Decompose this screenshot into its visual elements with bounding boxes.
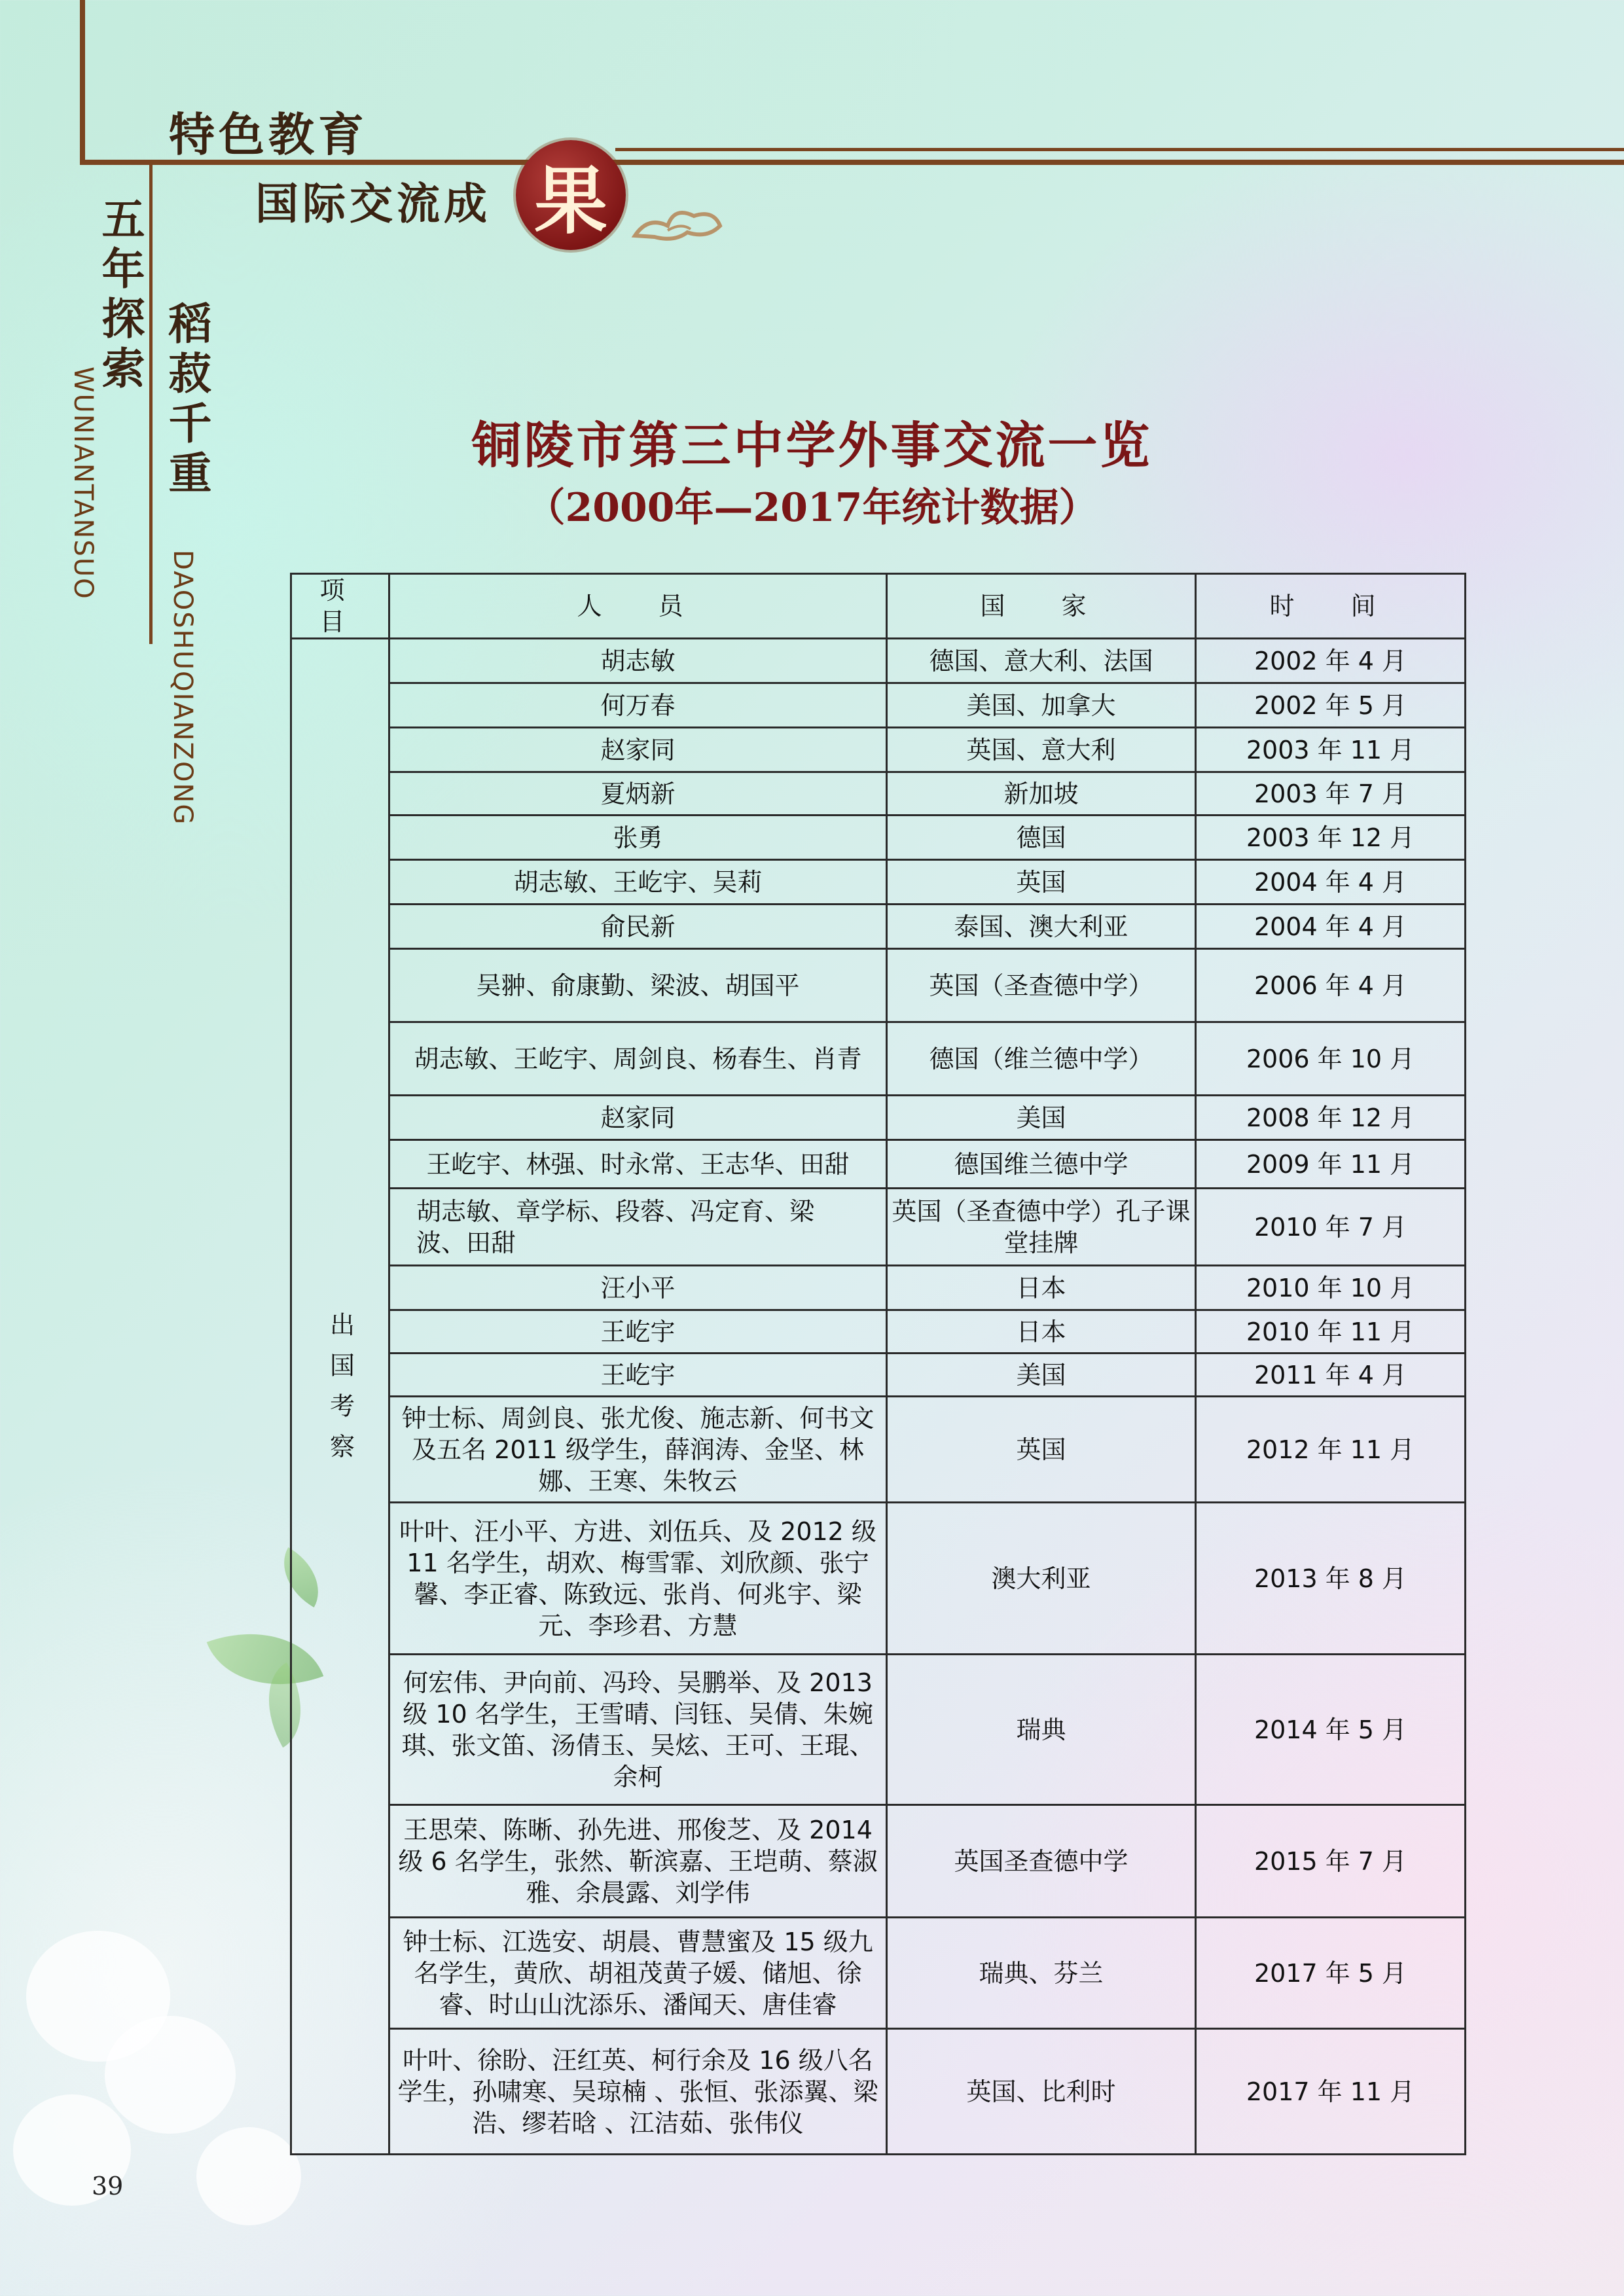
country-cell: 泰国、澳大利亚 bbox=[887, 905, 1196, 949]
table-header-row bbox=[291, 574, 1466, 639]
time-cell: 2006 年 10 月 bbox=[1196, 1022, 1466, 1096]
people-cell: 钟士标、周剑良、张尤俊、施志新、何书文及五名 2011 级学生，薛润涛、金坚、林娜、王寒、朱牧云 bbox=[389, 1397, 887, 1503]
time-cell: 2008 年 12 月 bbox=[1196, 1096, 1466, 1140]
table-row bbox=[291, 1805, 1466, 1918]
people-cell: 夏炳新 bbox=[389, 772, 887, 816]
table-row bbox=[291, 639, 1466, 683]
time-cell: 2010 年 10 月 bbox=[1196, 1266, 1466, 1310]
country-cell: 德国（维兰德中学） bbox=[887, 1022, 1196, 1096]
table-row bbox=[291, 1310, 1466, 1354]
time-cell: 2004 年 4 月 bbox=[1196, 905, 1466, 949]
time-cell: 2017 年 5 月 bbox=[1196, 1918, 1466, 2029]
people-cell: 王屹宇 bbox=[389, 1354, 887, 1397]
table-row bbox=[291, 683, 1466, 728]
people-cell: 胡志敏 bbox=[389, 639, 887, 683]
time-cell: 2017 年 11 月 bbox=[1196, 2029, 1466, 2155]
time-cell: 2013 年 8 月 bbox=[1196, 1503, 1466, 1655]
country-cell: 美国、加拿大 bbox=[887, 683, 1196, 728]
time-cell: 2003 年 12 月 bbox=[1196, 816, 1466, 860]
country-cell: 英国圣查德中学 bbox=[887, 1805, 1196, 1918]
vertical-pinyin-a: WUNIANTANSUO bbox=[68, 367, 98, 600]
table-row bbox=[291, 1503, 1466, 1655]
people-cell: 张勇 bbox=[389, 816, 887, 860]
vertical-pinyin-b: DAOSHUQIANZONG bbox=[168, 550, 198, 826]
time-cell: 2010 年 7 月 bbox=[1196, 1189, 1466, 1266]
vertical-slogan-b: 稻菽千重 bbox=[161, 301, 212, 500]
people-cell: 胡志敏、王屹宇、周剑良、杨春生、肖青 bbox=[389, 1022, 887, 1096]
people-cell: 赵家同 bbox=[389, 1096, 887, 1140]
time-cell: 2002 年 5 月 bbox=[1196, 683, 1466, 728]
time-cell: 2014 年 5 月 bbox=[1196, 1655, 1466, 1805]
people-cell: 何宏伟、尹向前、冯玲、吴鹏举、及 2013 级 10 名学生，王雪晴、闫钰、吴倩、朱婉琪、张文笛、汤倩玉、吴炫、王可、王琨、余柯 bbox=[389, 1655, 887, 1805]
people-cell: 王屹宇、林强、时永常、王志华、田甜 bbox=[389, 1140, 887, 1189]
header-item: 项 目 bbox=[291, 574, 389, 639]
header-line1: 特色教育 bbox=[169, 107, 368, 162]
time-cell: 2002 年 4 月 bbox=[1196, 639, 1466, 683]
table-row bbox=[291, 949, 1466, 1022]
country-cell: 德国、意大利、法国 bbox=[887, 639, 1196, 683]
table-row bbox=[291, 772, 1466, 816]
time-cell: 2003 年 7 月 bbox=[1196, 772, 1466, 816]
category-cell bbox=[291, 639, 389, 2155]
country-cell: 美国 bbox=[887, 1096, 1196, 1140]
exchange-table bbox=[290, 573, 1466, 2155]
country-cell: 英国、比利时 bbox=[887, 2029, 1196, 2155]
table-row bbox=[291, 1655, 1466, 1805]
flower-decoration bbox=[196, 2127, 301, 2225]
header-vertical-line bbox=[80, 0, 85, 164]
time-cell: 2011 年 4 月 bbox=[1196, 1354, 1466, 1397]
header-people: 人 员 bbox=[389, 574, 887, 639]
people-cell: 赵家同 bbox=[389, 728, 887, 772]
time-cell: 2004 年 4 月 bbox=[1196, 860, 1466, 905]
time-cell: 2006 年 4 月 bbox=[1196, 949, 1466, 1022]
table-row bbox=[291, 1266, 1466, 1310]
table-row bbox=[291, 1918, 1466, 2029]
country-cell: 英国（圣查德中学） bbox=[887, 949, 1196, 1022]
country-cell: 新加坡 bbox=[887, 772, 1196, 816]
time-cell: 2009 年 11 月 bbox=[1196, 1140, 1466, 1189]
people-cell: 何万春 bbox=[389, 683, 887, 728]
table-row bbox=[291, 1189, 1466, 1266]
people-cell: 胡志敏、王屹宇、吴莉 bbox=[389, 860, 887, 905]
people-cell: 叶叶、汪小平、方进、刘伍兵、及 2012 级 11 名学生，胡欢、梅雪霏、刘欣颜、张宁馨、李正睿、陈致远、张肖、何兆宇、梁元、李珍君、方慧 bbox=[389, 1503, 887, 1655]
people-cell: 钟士标、江选安、胡晨、曹慧蜜及 15 级九名学生，黄欣、胡祖茂黄子媛、储旭、徐睿、时山山沈添乐、潘闻天、唐佳睿 bbox=[389, 1918, 887, 2029]
table-row bbox=[291, 1140, 1466, 1189]
country-cell: 瑞典、芬兰 bbox=[887, 1918, 1196, 2029]
table-row bbox=[291, 1022, 1466, 1096]
people-cell: 叶叶、徐盼、汪红英、柯行余及 16 级八名学生，孙啸寒、吴琼楠 、张恒、张添翼、梁浩、缪若晗 、江洁茹、张伟仪 bbox=[389, 2029, 887, 2155]
time-cell: 2003 年 11 月 bbox=[1196, 728, 1466, 772]
country-cell: 英国 bbox=[887, 1397, 1196, 1503]
time-cell: 2010 年 11 月 bbox=[1196, 1310, 1466, 1354]
country-cell: 英国（圣查德中学）孔子课堂挂牌 bbox=[887, 1189, 1196, 1266]
category-label: 出国考察 bbox=[325, 1312, 355, 1474]
time-cell: 2015 年 7 月 bbox=[1196, 1805, 1466, 1918]
country-cell: 德国维兰德中学 bbox=[887, 1140, 1196, 1189]
cloud-icon bbox=[628, 196, 727, 249]
header-time: 时 间 bbox=[1196, 574, 1466, 639]
country-cell: 英国 bbox=[887, 860, 1196, 905]
header-country: 国 家 bbox=[887, 574, 1196, 639]
country-cell: 日本 bbox=[887, 1266, 1196, 1310]
time-cell: 2012 年 11 月 bbox=[1196, 1397, 1466, 1503]
country-cell: 瑞典 bbox=[887, 1655, 1196, 1805]
table-row bbox=[291, 860, 1466, 905]
people-cell: 王屹宇 bbox=[389, 1310, 887, 1354]
flower-decoration bbox=[105, 2016, 236, 2134]
country-cell: 日本 bbox=[887, 1310, 1196, 1354]
table-row bbox=[291, 905, 1466, 949]
page-title: 铜陵市第三中学外事交流一览 bbox=[471, 416, 1153, 475]
header-sub-line bbox=[615, 148, 1624, 151]
people-cell: 汪小平 bbox=[389, 1266, 887, 1310]
page-number: 39 bbox=[92, 2172, 124, 2200]
people-cell: 王思荣、陈晰、孙先进、邢俊芝、及 2014 级 6 名学生，张然、靳滨嘉、王垲萌、蔡淑雅、余晨露、刘学伟 bbox=[389, 1805, 887, 1918]
people-cell: 胡志敏、章学标、段蓉、冯定育、梁波、田甜 bbox=[389, 1189, 887, 1266]
country-cell: 美国 bbox=[887, 1354, 1196, 1397]
table-row bbox=[291, 816, 1466, 860]
table-row bbox=[291, 1096, 1466, 1140]
country-cell: 英国、意大利 bbox=[887, 728, 1196, 772]
table-row bbox=[291, 1354, 1466, 1397]
people-cell: 吴翀、俞康勤、梁波、胡国平 bbox=[389, 949, 887, 1022]
country-cell: 德国 bbox=[887, 816, 1196, 860]
table-row bbox=[291, 1397, 1466, 1503]
country-cell: 澳大利亚 bbox=[887, 1503, 1196, 1655]
header-fruit-badge: 果 bbox=[516, 140, 626, 250]
page-subtitle: （2000年—2017年统计数据） bbox=[526, 485, 1098, 531]
vertical-slogan-a: 五年探索 bbox=[94, 196, 145, 395]
table-row bbox=[291, 2029, 1466, 2155]
left-vertical-line bbox=[149, 160, 153, 644]
header-line2: 国际交流成 bbox=[255, 178, 491, 229]
table-row bbox=[291, 728, 1466, 772]
people-cell: 俞民新 bbox=[389, 905, 887, 949]
